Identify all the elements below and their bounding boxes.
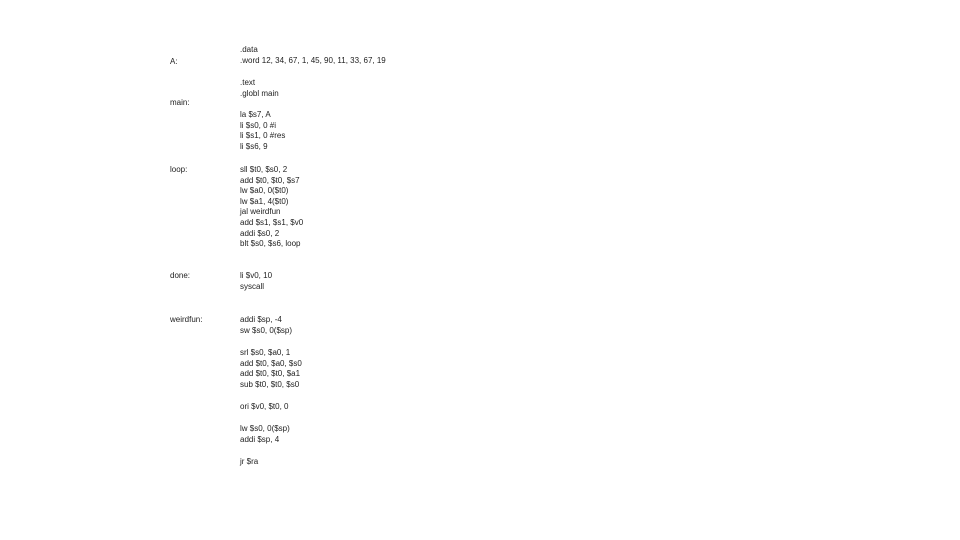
weirdfun-return — [240, 457, 258, 468]
code-line: .globl main — [240, 88, 279, 98]
weirdfun-epilogue — [240, 424, 290, 445]
text-section — [240, 78, 279, 99]
code-line: lw $s0, 0($sp) — [240, 424, 290, 433]
done-body — [240, 271, 272, 292]
code-line: lw $a1, 4($t0) — [240, 196, 289, 206]
code-line: srl $s0, $a0, 1 — [240, 348, 291, 357]
loop-body — [240, 165, 303, 250]
weirdfun-prologue — [240, 315, 292, 336]
label-done: done: — [170, 271, 191, 280]
weirdfun-result — [240, 402, 288, 413]
code-line: la $s7, A — [240, 110, 271, 119]
code-line: add $t0, $a0, $s0 — [240, 358, 302, 368]
code-line: li $s6, 9 — [240, 141, 268, 151]
code-line: add $t0, $t0, $a1 — [240, 369, 301, 379]
code-line: .data — [240, 45, 258, 54]
code-line: lw $a0, 0($t0) — [240, 186, 289, 196]
code-line: sub $t0, $t0, $s0 — [240, 379, 300, 389]
label-loop: loop: — [170, 165, 188, 174]
code-line: sw $s0, 0($sp) — [240, 325, 293, 335]
code-line: li $v0, 10 — [240, 271, 273, 280]
main-body — [240, 110, 285, 152]
code-line: sll $t0, $s0, 2 — [240, 165, 288, 174]
label-main: main: — [170, 98, 190, 107]
code-line: .word 12, 34, 67, 1, 45, 90, 11, 33, 67, 19 — [240, 55, 386, 65]
code-line: addi $s0, 2 — [240, 228, 280, 238]
code-line: addi $sp, -4 — [240, 315, 282, 324]
data-section — [240, 45, 386, 66]
label-weirdfun: weirdfun: — [170, 315, 203, 324]
code-line: blt $s0, $s6, loop — [240, 239, 301, 249]
code-line: li $s1, 0 #res — [240, 131, 286, 141]
code-line: li $s0, 0 #i — [240, 120, 277, 130]
label-A: A: — [170, 57, 178, 66]
code-line: syscall — [240, 281, 265, 291]
code-line: .text — [240, 78, 256, 87]
code-line: jr $ra — [240, 457, 259, 466]
code-line: add $s1, $s1, $v0 — [240, 217, 304, 227]
code-line: jal weirdfun — [240, 207, 281, 217]
code-line: add $t0, $t0, $s7 — [240, 175, 300, 185]
code-line: addi $sp, 4 — [240, 434, 280, 444]
weirdfun-compute — [240, 348, 302, 390]
code-line: ori $v0, $t0, 0 — [240, 402, 289, 411]
